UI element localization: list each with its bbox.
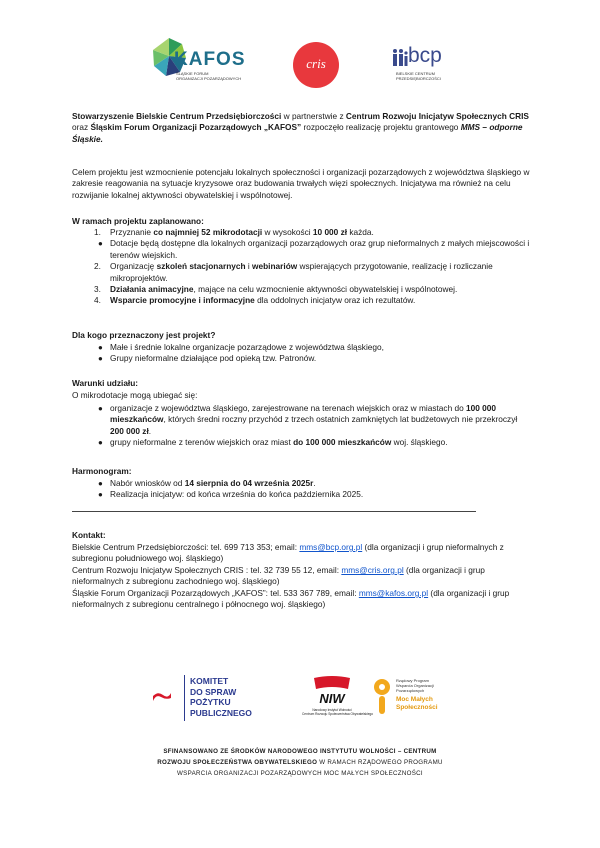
komitet-divider xyxy=(184,675,185,721)
bullet-icon: ● xyxy=(98,490,103,500)
kafos-line2: ORGANIZACJI POZARZĄDOWYCH xyxy=(176,76,242,81)
list-item: 1. Przyznanie co najmniej 52 mikrodotacji w wysokości 10 000 zł każda. xyxy=(94,227,374,237)
list-item: ● Małe i średnie lokalne organizacje pozarządowe z województwa śląskiego, xyxy=(98,342,384,352)
bcp-name: bcp xyxy=(408,44,442,67)
list-item: ● grupy nieformalne z terenów wiejskich oraz miast do 100 000 mieszkańców woj. śląskiego. xyxy=(98,437,448,448)
project-name: MMS – odporne Śląskie. xyxy=(72,122,523,144)
cris-logo xyxy=(293,42,339,88)
org-kafos: Śląskim Forum Organizacji Pozarządowych „KAFOS” xyxy=(90,122,302,133)
bcp-logo xyxy=(392,46,462,86)
target-heading: Dla kogo przeznaczony jest projekt? xyxy=(72,330,216,340)
cris-name: cris xyxy=(306,56,326,71)
flag-icon xyxy=(152,689,172,703)
footer-line3: WSPARCIA ORGANIZACJI POZARZĄDOWYCH MOC MAŁYCH SPOŁECZNOŚCI xyxy=(177,770,423,777)
mms-hand-icon xyxy=(372,678,392,716)
bcp-people-icon xyxy=(392,48,408,68)
bullet-icon: ● xyxy=(98,354,103,364)
komitet-logo-text: KOMITET DO SPRAW POŻYTKU PUBLICZNEGO xyxy=(190,676,252,718)
contact-heading: Kontakt: xyxy=(72,530,106,540)
list-item: ● Nabór wniosków od 14 sierpnia do 04 września 2025r. xyxy=(98,478,316,488)
bullet-icon: ● xyxy=(98,438,103,448)
footer-line2: ROZWOJU SPOŁECZEŃSTWA OBYWATELSKIEGO W RAMACH RZĄDOWEGO PROGRAMU xyxy=(157,759,443,766)
schedule-heading: Harmonogram: xyxy=(72,466,132,476)
kafos-line1: ŚLĄSKIE FORUM xyxy=(176,71,209,76)
list-item: 4. Wsparcie promocyjne i informacyjne dla oddolnych inicjatyw oraz ich rezultatów. xyxy=(94,295,416,306)
email-link-cris[interactable]: mms@cris.org.pl xyxy=(341,565,404,575)
conditions-lead: O mikrodotacje mogą ubiegać się: xyxy=(72,390,198,400)
list-item: ● Grupy nieformalne działające pod opieką tzw. Patronów. xyxy=(98,353,317,364)
planned-list xyxy=(72,227,542,307)
kafos-name: KAFOS xyxy=(174,49,246,70)
list-item: 3. Działania animacyjne, mające na celu wzmocnienie aktywności obywatelskiej i wspólnotowej. xyxy=(94,284,458,295)
contact-cris: Centrum Rozwoju Inicjatyw Społecznych CRIS : tel. 32 739 55 12, email: mms@cris.org.pl (dla organizacji i grup nieformalnych z subregionu zachodniego woj. śląskiego) xyxy=(72,565,485,587)
list-item: ● organizacje z województwa śląskiego, zarejestrowane na terenach wiejskich oraz w miastach do 100 000 mieszkańców, których średni roczny przychód z trzech ostatnich zamkniętych lat budżetowych nie przekroczył 200 000 zł. xyxy=(98,403,518,436)
bullet-icon: ● xyxy=(98,404,103,413)
project-description: Celem projektu jest wzmocnienie potencjału lokalnych społeczności i organizacji pozarządowych z województwa śląskiego w zakresie reagowania na sytuacje kryzysowe oraz budowania trwałych więzi społecznych. Inicjatywa ma również na celu rozwijanie lokalnej aktywności obywatelskiej i wspólnotowej. xyxy=(72,167,530,200)
org-cris: Centrum Rozwoju Inicjatyw Społecznych CRIS xyxy=(345,111,529,121)
bcp-line2: PRZEDSIĘBIORCZOŚCI xyxy=(396,76,441,81)
niw-name: NIW xyxy=(319,691,345,706)
footer-line1: SFINANSOWANO ZE ŚRODKÓW NARODOWEGO INSTYTUTU WOLNOŚCI – CENTRUM xyxy=(163,748,437,755)
planned-heading: W ramach projektu zaplanowano: xyxy=(72,216,204,226)
email-link-bcp[interactable]: mms@bcp.org.pl xyxy=(299,542,363,552)
conditions-heading: Warunki udziału: xyxy=(72,378,139,388)
schedule-list xyxy=(72,478,542,501)
mms-logo: Rządowy Program Wsparcia Organizacji Pozarządowych Moc Małych Społeczności xyxy=(372,676,462,728)
bullet-icon: ● xyxy=(98,239,103,249)
list-item: 2. Organizację szkoleń stacjonarnych i webinariów wspierających przygotowanie, realizację i rozliczanie mikroprojektów. xyxy=(94,261,493,283)
separator-line xyxy=(72,511,476,512)
contact-kafos: Śląskie Forum Organizacji Pozarządowych „KAFOS”: tel. 533 367 789, email: mms@kafos.org.pl (dla organizacji i grup nieformalnych z subregionu centralnego i północnego woj. śląskiego) xyxy=(72,588,510,610)
intro-paragraph: Stowarzyszenie Bielskie Centrum Przedsiębiorczości w partnerstwie z Centrum Rozwoju Inicjatyw Społecznych CRIS oraz Śląskim Forum Organizacji Pozarządowych „KAFOS” rozpoczęło realizację projektu grantowego MMS – odporne Śląskie. xyxy=(72,111,529,144)
org-bcp: Stowarzyszenie Bielskie Centrum Przedsiębiorczości xyxy=(72,111,282,121)
niw-logo: NIW Narodowy Instytut Wolności Centrum Rozwoju Społeczeństwa Obywatelskiego xyxy=(302,675,362,725)
bcp-line1: BIELSKIE CENTRUM xyxy=(396,71,435,76)
list-item: ● Dotacje będą dostępne dla lokalnych organizacji pozarządowych oraz grup nieformalnych z małych miejscowości i terenów wiejskich. xyxy=(98,238,530,260)
bullet-icon: ● xyxy=(98,343,103,352)
conditions-list xyxy=(72,403,542,449)
email-link-kafos[interactable]: mms@kafos.org.pl xyxy=(358,588,429,598)
list-item: ● Realizacja inicjatyw: od końca września do końca października 2025. xyxy=(98,489,364,500)
bullet-icon: ● xyxy=(98,479,103,488)
kafos-logo xyxy=(150,36,265,86)
contact-bcp: Bielskie Centrum Przedsiębiorczości: tel. 699 713 353; email: mms@bcp.org.pl (dla organizacji i grup nieformalnych z subregionu południowego woj. śląskiego) xyxy=(72,542,504,564)
target-list xyxy=(72,342,542,365)
